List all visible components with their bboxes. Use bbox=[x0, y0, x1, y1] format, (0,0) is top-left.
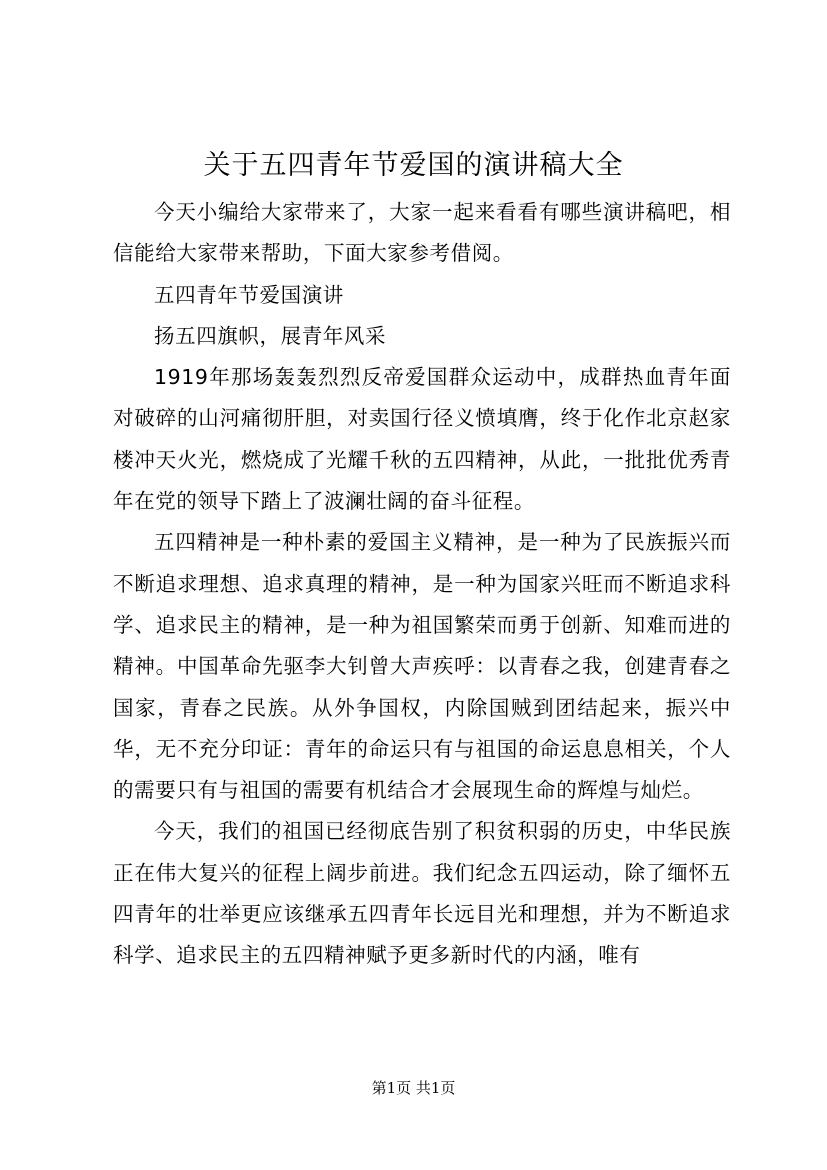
page-number-label: 第1页 共1页 bbox=[371, 1079, 456, 1097]
paragraph-intro: 今天小编给大家带来了，大家一起来看看有哪些演讲稿吧，相信能给大家带来帮助，下面大家参考借阅。 bbox=[113, 200, 731, 266]
document-body bbox=[113, 192, 731, 977]
document-title: 关于五四青年节爱国的演讲稿大全 bbox=[203, 150, 624, 181]
paragraph-spirit: 五四精神是一种朴素的爱国主义精神，是一种为了民族振兴而不断追求理想、追求真理的精神，是一种为国家兴旺而不断追求科学、追求民主的精神，是一种为祖国繁荣而勇于创新、知难而进的精神。中国革命先驱李大钊曾大声疾呼：以青春之我，创建青春之国家，青春之民族。从外争国权，内除国贼到团结起来，振兴中华，无不充分印证：青年的命运只有与祖国的命运息息相关，个人的需要只有与祖国的需要有机结合才会展现生命的辉煌与灿烂。 bbox=[113, 530, 731, 803]
paragraph-subheading: 扬五四旗帜，展青年风采 bbox=[154, 323, 387, 348]
page-footer bbox=[0, 1078, 827, 1098]
paragraph-today: 今天，我们的祖国已经彻底告别了积贫积弱的历史，中华民族正在伟大复兴的征程上阔步前进。我们纪念五四运动，除了缅怀五四青年的壮举更应该继承五四青年长远目光和理想，并为不断追求科学、追求民主的五四精神赋予更多新时代的内涵，唯有 bbox=[113, 819, 731, 968]
paragraph-heading: 五四青年节爱国演讲 bbox=[154, 282, 344, 307]
paragraph-history: 1919年那场轰轰烈烈反帝爱国群众运动中，成群热血青年面对破碎的山河痛彻肝胆，对卖国行径义愤填膺，终于化作北京赵家楼冲天火光，燃烧成了光耀千秋的五四精神，从此，一批批优秀青年在党的领导下踏上了波澜壮阔的奋斗征程。 bbox=[113, 365, 731, 514]
